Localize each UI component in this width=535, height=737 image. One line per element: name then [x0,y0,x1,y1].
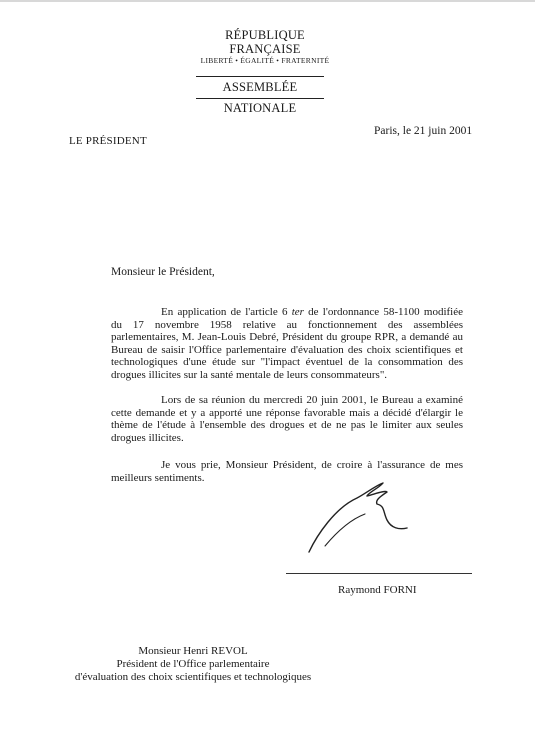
scan-edge [0,0,535,2]
paragraph-1-text-b: de l'ordonnance 58-1100 modifiée du 17 novembre 1958 relative au fonctionnement des assemblées parlementaires, M. Jean-Louis Debré, Président du groupe RPR, a demandé au Bureau de saisir l'Office parlementaire d'évaluation des choix scientifiques et technologiques d'une étude sur "l'impact éventuel de la consommation des drogues illicites sur la santé mentale de leurs consommateurs". [111,306,463,381]
recipient-office: d'évaluation des choix scientifiques et technologiques [74,671,312,684]
paragraph-2-text: Lors de sa réunion du mercredi 20 juin 2001, le Bureau a examiné cette demande et y a apporté une réponse favorable mais a décidé d'élargir le thème de l'étude à l'ensemble des drogues et de ne pas le limiter aux seules drogues illicites. [111,394,463,444]
national-motto: LIBERTÉ • ÉGALITÉ • FRATERNITÉ [200,56,330,65]
recipient-block [48,645,338,685]
salutation: Monsieur le Président, [111,266,215,278]
handwritten-signature [295,480,415,560]
recipient-name: Monsieur Henri REVOL [138,645,248,657]
signature-rule [286,573,472,574]
country-name: RÉPUBLIQUE FRANÇAISE [225,28,305,56]
paragraph-1-italic: ter [291,306,304,318]
date-line: Paris, le 21 juin 2001 [374,125,473,137]
recipient-title: Président de l'Office parlementaire [116,658,270,671]
institution-name: ASSEMBLÉE NATIONALE [196,76,324,99]
paragraph-3-text: Je vous prie, Monsieur Président, de croire à l'assurance de mes meilleurs sentiments. [111,459,463,484]
paragraph-2 [111,394,463,444]
sender-role: LE PRÉSIDENT [69,135,147,147]
paragraph-1-text-a: En application de l'article 6 [161,306,292,318]
signer-name: Raymond FORNI [338,584,417,596]
letterhead [190,28,340,66]
paragraph-1 [111,306,463,382]
